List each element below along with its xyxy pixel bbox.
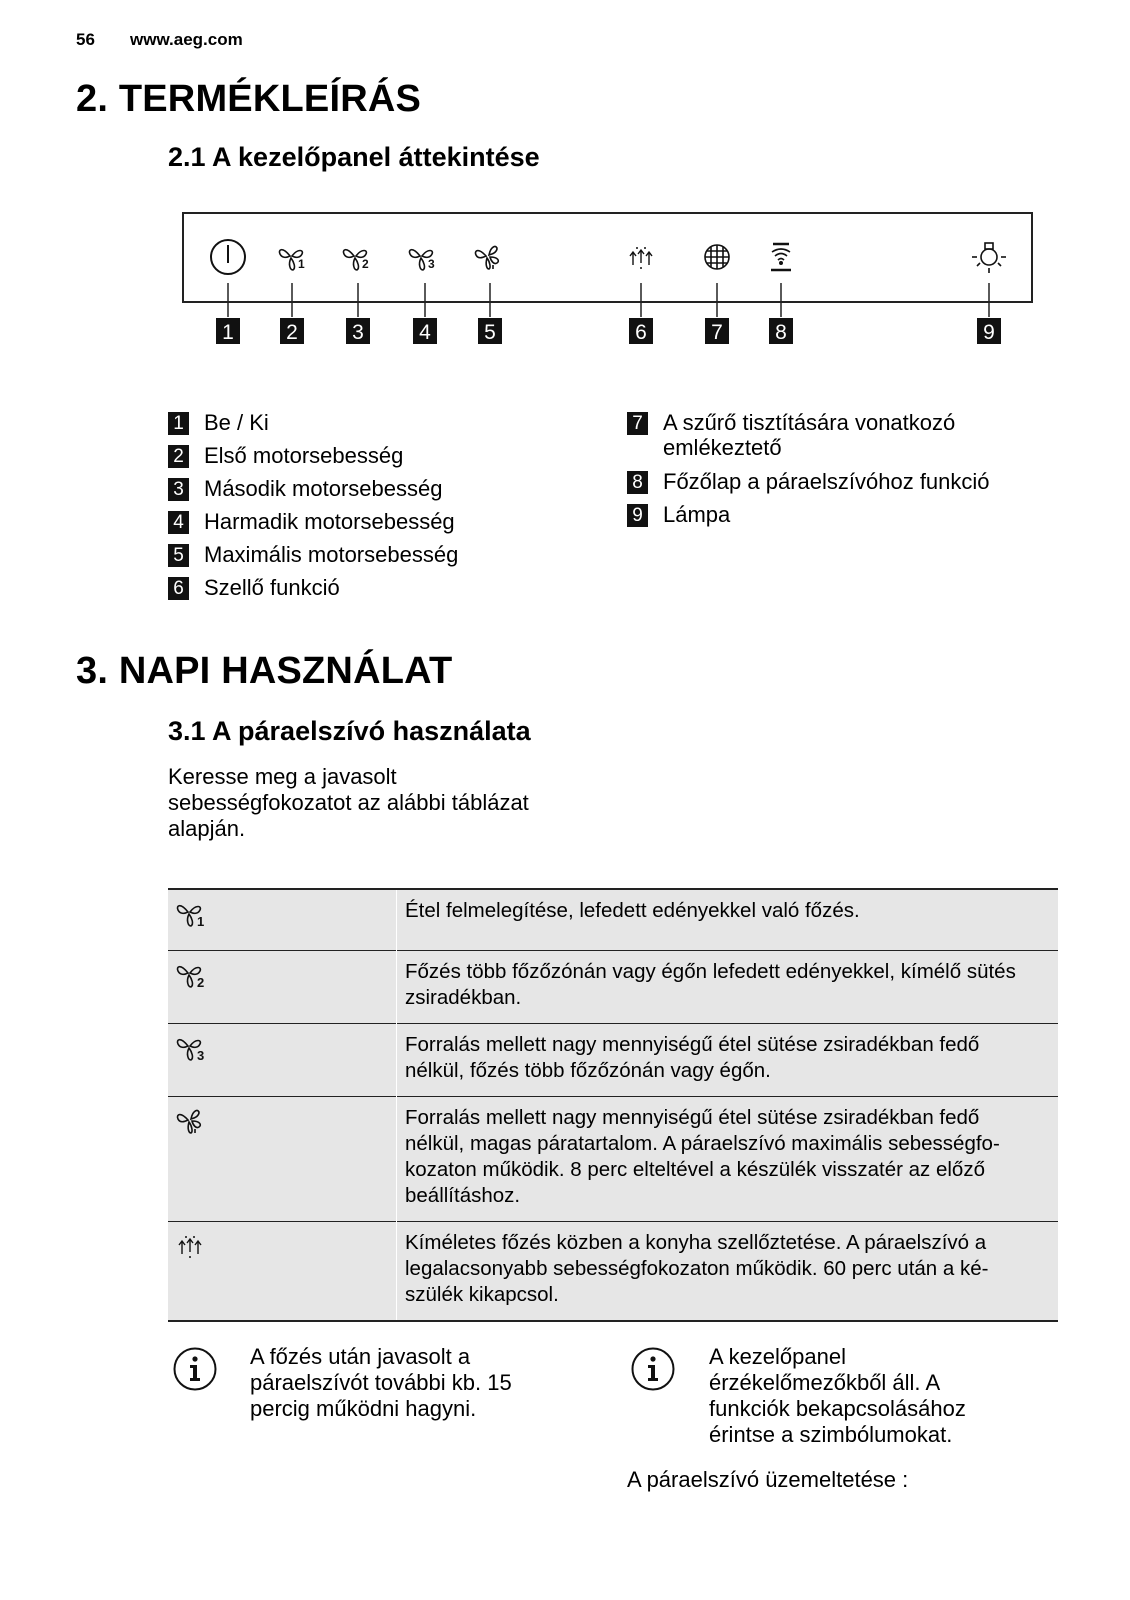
legend-badge: 4 [168,511,189,534]
info-icon [630,1346,676,1392]
svg-text:1: 1 [197,914,205,929]
badge-label: 6 [635,321,647,344]
legend-label: Főzőlap a páraelszívóhoz funkció [663,469,990,494]
legend-item [627,502,730,527]
legend-item [168,509,455,534]
legend-item [168,476,442,501]
svg-text:2: 2 [197,975,205,990]
note-line: páraelszívót további kb. 15 [250,1370,512,1395]
fan-speed-2-icon [343,250,369,271]
badge-label: 8 [775,321,787,344]
table-text-line: beállításhoz. [405,1184,521,1207]
table-text-line: szülék kikapcsol. [405,1283,559,1306]
legend-badge: 5 [168,544,189,567]
legend-badge: 1 [168,412,189,435]
legend-badge: 7 [627,412,648,435]
subsection-3-1-title: 3.1 A páraelszívó használata [168,716,531,746]
note-after-cooking [250,1344,512,1422]
table-icon-cell [168,951,397,1024]
legend-label: Be / Ki [204,410,269,435]
table-row [168,889,1058,951]
table-text-line: Kíméletes főzés közben a konyha szellőztetése. A páraelszívó a [405,1231,987,1254]
fan-speed-2-icon [174,961,214,995]
legend-item [627,469,990,494]
badge-label: 7 [711,321,723,344]
badge-label: 5 [484,321,496,344]
legend-label [663,410,955,460]
legend-label: Első motorsebesség [204,443,404,468]
table-row [168,1222,1058,1322]
table-text-cell [397,951,1059,1024]
fan-speed-3-icon [409,250,435,271]
table-text-line: zsiradékban. [405,986,522,1009]
table-text-line: Forralás mellett nagy mennyiségű étel sütése zsiradékban fedő [405,1033,980,1056]
section-2-title: 2. TERMÉKLEÍRÁS [76,78,422,120]
table-text-cell [397,1222,1059,1322]
legend-badge: 9 [627,504,648,527]
fan-max-icon [174,1107,214,1141]
table-text-cell [397,1097,1059,1222]
fan-speed-1-icon [174,900,214,934]
legend-badge: 2 [168,445,189,468]
legend-label: Szellő funkció [204,575,340,600]
legend-badge: 8 [627,471,648,494]
badge-label: 1 [222,321,234,344]
badge-label: 3 [352,321,364,344]
badge-label: 4 [419,321,431,344]
table-text-cell [397,889,1059,951]
legend-label: Második motorsebesség [204,476,443,501]
table-text-line: Főzés több főzőzónán vagy égőn lefedett edényekkel, kímélő sütés [405,960,1016,983]
fan-speed-3-icon [174,1034,214,1068]
table-text-line: nélkül, főzés több főzőzónán vagy égőn. [405,1059,771,1082]
control-panel-diagram [150,205,1050,355]
section-3-title: 3. NAPI HASZNÁLAT [76,650,453,692]
lamp-icon [972,243,1006,273]
intro-line: alapján. [168,816,246,841]
page-number: 56 [76,30,95,49]
legend-label-line: A szűrő tisztítására vonatkozó [663,410,956,435]
table-icon-cell [168,1097,397,1222]
legend-item [168,575,340,600]
filter-reminder-icon [705,245,729,269]
website-url: www.aeg.com [130,30,243,49]
subsection-2-1-title: 2.1 A kezelőpanel áttekintése [168,142,540,172]
note-line: érintse a szimbólumokat. [709,1422,953,1447]
badge-label: 9 [983,321,995,344]
legend-item [168,410,269,435]
note-line: funkciók bekapcsolásához [709,1396,966,1421]
badge-label: 2 [286,321,298,344]
intro-line: sebességfokozatot az alábbi táblázat [168,790,529,815]
intro-line: Keresse meg a javasolt [168,764,397,789]
table-row [168,1024,1058,1097]
hob-to-hood-icon [771,244,791,270]
fan-speed-1-icon [279,250,305,271]
legend-badge: 6 [168,577,189,600]
power-icon [211,240,245,274]
table-row [168,951,1058,1024]
table-row [168,1097,1058,1222]
table-icon-cell [168,1024,397,1097]
legend-item [627,410,955,460]
table-text-line: nélkül, magas páratartalom. A páraelszívó maximális sebességfo- [405,1132,1000,1155]
table-text-line: Forralás mellett nagy mennyiségű étel sütése zsiradékban fedő [405,1106,980,1129]
note-control-panel [709,1344,966,1448]
svg-text:3: 3 [197,1048,205,1063]
breeze-icon [630,247,652,269]
panel-number-badges [216,318,1001,344]
legend-badge: 3 [168,478,189,501]
svg-text:3: 3 [428,257,435,271]
breeze-icon [174,1232,214,1266]
table-icon-cell [168,1222,397,1322]
legend-label-line: emlékeztető [663,435,782,460]
table-icon-cell [168,889,397,951]
table-text-line: Étel felmelegítése, lefedett edényekkel való főzés. [405,899,860,922]
svg-text:2: 2 [362,257,369,271]
info-icon [172,1346,218,1392]
table-text-line: kozaton működik. 8 perc elteltével a készülék visszatér az előző [405,1158,985,1181]
legend-label: Maximális motorsebesség [204,542,459,567]
fan-max-icon [475,247,498,269]
panel-outline [183,213,1032,302]
note-line: percig működni hagyni. [250,1396,477,1421]
legend-label: Harmadik motorsebesség [204,509,455,534]
legend-label: Lámpa [663,502,731,527]
note-line: A kezelőpanel [709,1344,846,1369]
speed-table [168,888,1058,1322]
table-text-line: legalacsonyabb sebességfokozaton működik. 60 perc után a ké- [405,1257,989,1280]
leader-lines [228,283,989,317]
svg-text:1: 1 [298,257,305,271]
note-line: érzékelőmezőkből áll. A [709,1370,941,1395]
table-text-cell [397,1024,1059,1097]
operation-label: A páraelszívó üzemeltetése : [627,1467,909,1492]
legend-item [168,542,458,567]
legend-item [168,443,403,468]
note-line: A főzés után javasolt a [250,1344,471,1369]
intro-paragraph [168,764,529,842]
